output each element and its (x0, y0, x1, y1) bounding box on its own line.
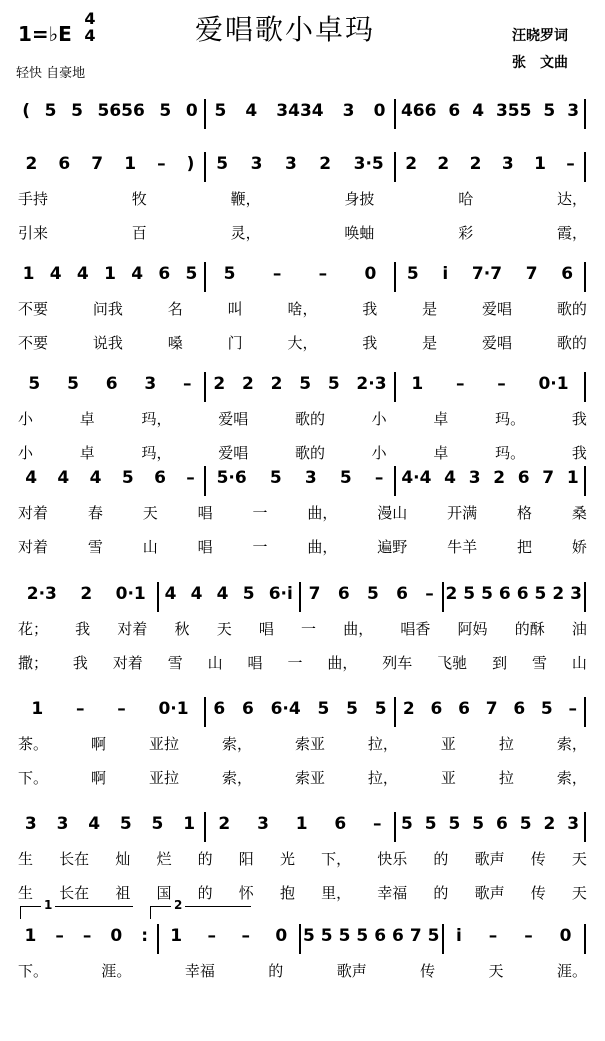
measure-notes: i – – 0 (455, 926, 572, 946)
measure (15, 148, 205, 188)
lyricist: 汪晓罗词 (512, 28, 568, 44)
lyric-line: 生 长在 灿 烂 的 阳 光 下， 快乐 的 歌声 传 天 (18, 850, 587, 868)
score-system (0, 693, 605, 787)
score-system (0, 578, 605, 672)
lyric-line: 不要 问我 名 叫 啥， 我 是 爱唱 歌的 (18, 300, 587, 318)
measure-notes: 2 2 2 3 1 – (405, 154, 575, 174)
measure (158, 920, 301, 960)
measure-notes: 5 5 5 5 6 6 7 5 (302, 926, 440, 946)
measure-notes: 5 i 7·7 7 6 (406, 264, 574, 284)
barline (584, 466, 586, 496)
measure (15, 920, 158, 960)
volta-first (20, 898, 133, 919)
measure (443, 578, 586, 618)
time-sig-bottom: 4 (84, 26, 96, 45)
measure-notes: 4 4 4 5 6·i (164, 584, 293, 604)
measure-notes: 3 3 4 5 5 1 (24, 814, 196, 834)
barline (584, 152, 586, 182)
score-system (0, 808, 605, 902)
barline (584, 99, 586, 129)
measure-notes: 466 6 4 355 5 3 (400, 101, 580, 121)
measure-notes: 5 3 3 2 3·5 (216, 154, 384, 174)
measure (205, 148, 395, 188)
measure-notes: 1 – – 0 (170, 926, 288, 946)
measure (205, 462, 395, 502)
lyric-line: 对着 雪 山 唱 一 曲， 遍野 牛羊 把 娇 (18, 538, 587, 556)
measure (205, 258, 395, 298)
time-sig-top: 4 (84, 9, 96, 28)
measure (395, 808, 585, 848)
lyric-line: 撒； 我 对着 雪 山 唱 一 曲， 列车 飞驰 到 雪 山 (18, 654, 587, 672)
barline (584, 924, 586, 954)
lyric-line: 不要 说我 嗓 门 大， 我 是 爱唱 歌的 (18, 334, 587, 352)
barline (584, 262, 586, 292)
measure (395, 368, 585, 408)
measure (395, 462, 585, 502)
measure-notes: 1 – – 0 : (24, 926, 148, 946)
measure-notes: 7 6 5 6 – (308, 584, 434, 604)
measure (205, 693, 395, 733)
barline (584, 812, 586, 842)
measure-notes: 6 6 6·4 5 5 5 (213, 699, 387, 719)
measure (15, 578, 158, 618)
measure-notes: 5 – – 0 (223, 264, 377, 284)
measure-notes: ( 5 5 5656 5 0 (22, 101, 198, 121)
score-system (0, 462, 605, 556)
lyric-line: 小 卓 玛， 爱唱 歌的 小 卓 玛。 我 (18, 410, 587, 428)
measure-notes: 2 6 6 7 6 5 – (402, 699, 578, 719)
measure (300, 578, 443, 618)
key-signature: 1=♭E (18, 22, 72, 46)
measure (395, 693, 585, 733)
score-system (0, 95, 605, 135)
measure-notes: 1 – – 0·1 (411, 374, 569, 394)
lyric-line: 手持 牧 鞭， 身披 哈 达， (18, 190, 587, 208)
measure-notes: 1 – – 0·1 (31, 699, 189, 719)
measure-notes: 5 5 5 5 6 5 2 3 (400, 814, 580, 834)
measure (158, 578, 301, 618)
lyric-line: 下。 涯。 幸福 的 歌声 传 天 涯。 (18, 962, 587, 980)
barline (584, 582, 586, 612)
lyric-line: 引来 百 灵， 唤蚰 彩 霞， (18, 224, 587, 242)
measure-notes: 2 6 7 1 – ) (25, 154, 195, 174)
measure-notes: 5 5 6 3 – (28, 374, 192, 394)
measure (15, 368, 205, 408)
volta-second (150, 898, 251, 919)
measure-notes: 2·3 2 0·1 (26, 584, 146, 604)
measure-notes: 4 4 4 5 6 – (25, 468, 195, 488)
lyric-line: 下。 啊 亚拉 索， 索亚 拉， 亚 拉 索， (18, 769, 587, 787)
lyric-line: 小 卓 玛， 爱唱 歌的 小 卓 玛。 我 (18, 444, 587, 462)
lyric-line: 花； 我 对着 秋 天 唱 一 曲， 唱香 阿妈 的酥 油 (18, 620, 587, 638)
lyric-line: 生 长在 祖 国 的 怀 抱 里， 幸福 的 歌声 传 天 (18, 884, 587, 902)
tempo-marking: 轻快 自豪地 (16, 66, 86, 81)
measure-notes: 5 4 3434 3 0 (214, 101, 386, 121)
measure (205, 808, 395, 848)
volta-second-label: 2 (171, 898, 185, 912)
measure-notes: 5·6 5 3 5 – (216, 468, 384, 488)
measure (15, 808, 205, 848)
volta-first-label: 1 (41, 898, 55, 912)
score-system (0, 148, 605, 242)
measure (15, 693, 205, 733)
lyric-line: 对着 春 天 唱 一 曲， 漫山 开满 格 桑 (18, 504, 587, 522)
measure (395, 148, 585, 188)
measure (443, 920, 586, 960)
measure-notes: 2 3 1 6 – (218, 814, 382, 834)
composer: 张 文曲 (512, 55, 568, 71)
measure-notes: 2 2 2 5 5 2·3 (213, 374, 387, 394)
measure-notes: 2 5 5 6 6 5 2 3 (445, 584, 583, 604)
measure (395, 95, 585, 135)
measure (15, 95, 205, 135)
measure (395, 258, 585, 298)
measure-notes: 4·4 4 3 2 6 7 1 (401, 468, 579, 488)
score-system (0, 920, 605, 980)
measure (300, 920, 443, 960)
measure-notes: 1 4 4 1 4 6 5 (22, 264, 198, 284)
song-title: 爱唱歌小卓玛 (195, 13, 376, 46)
measure (205, 95, 395, 135)
measure (15, 462, 205, 502)
score-system (0, 258, 605, 352)
score-system (0, 368, 605, 462)
barline (584, 372, 586, 402)
lyric-line: 茶。 啊 亚拉 索， 索亚 拉， 亚 拉 索， (18, 735, 587, 753)
time-signature (82, 10, 98, 44)
barline (584, 697, 586, 727)
measure (205, 368, 395, 408)
measure (15, 258, 205, 298)
